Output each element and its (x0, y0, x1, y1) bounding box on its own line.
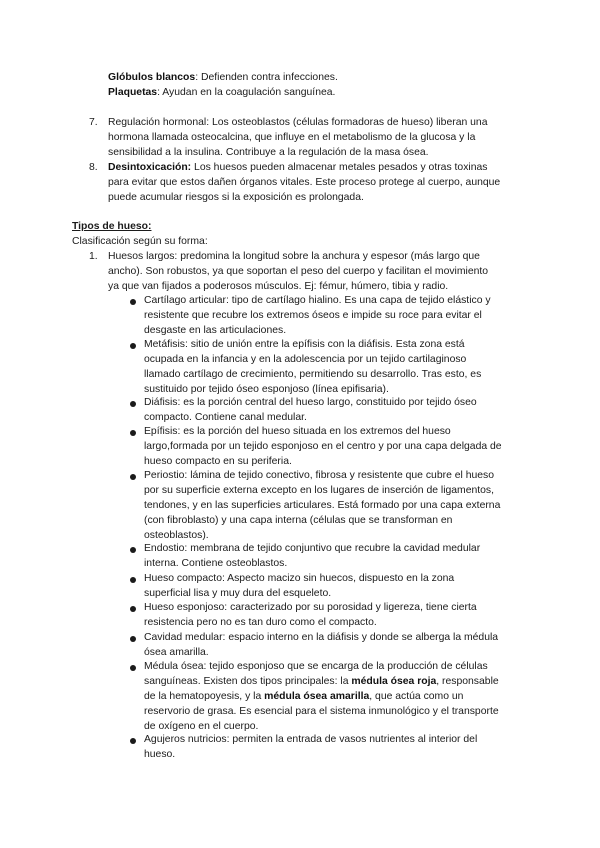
bullet-icon (130, 606, 136, 612)
bullet-icon (130, 636, 136, 642)
bullet-line: ósea amarilla. (144, 647, 209, 658)
blood-item-white-cells: Glóbulos blancos: Defienden contra infecciones. (108, 72, 338, 83)
bullet-icon (130, 577, 136, 583)
bullet-icon (130, 299, 136, 305)
bullet-line: largo,formada por un tejido esponjoso en el centro y por una capa delgada de (144, 441, 502, 452)
bullet-line: Diáfisis: es la porción central del hueso largo, constituido por tejido óseo (144, 397, 477, 408)
section-heading: Tipos de hueso: (72, 221, 152, 232)
list-number-8: 8. (89, 162, 98, 173)
bullet-line: de la hematopoyesis, y la médula ósea amarilla, que actúa como un (144, 691, 464, 702)
item-1-line: Huesos largos: predomina la longitud sobre la anchura y espesor (más largo que (108, 251, 480, 262)
bullet-icon (130, 738, 136, 744)
bullet-icon (130, 665, 136, 671)
bullet-line: hueso. (144, 749, 176, 760)
bullet-icon (130, 547, 136, 553)
section-subtitle: Clasificación según su forma: (72, 236, 208, 247)
bullet-line: por su superficie externa excepto en los lugares de inserción de ligamentos, (144, 485, 495, 496)
bullet-line: Cartílago articular: tipo de cartílago hialino. Es una capa de tejido elástico y (144, 295, 491, 306)
bullet-line: reservorio de grasa. Es esencial para el sistema inmunológico y el transporte (144, 706, 499, 717)
item-8-line: Desintoxicación: Los huesos pueden almacenar metales pesados y otras toxinas (108, 162, 488, 173)
bullet-line: ocupada en la infancia y en la adolescencia por un tejido cartilaginoso (144, 354, 467, 365)
bullet-line: Cavidad medular: espacio interno en la diáfisis y donde se alberga la médula (144, 632, 499, 643)
bullet-line: Hueso esponjoso: caracterizado por su porosidad y ligereza, tiene cierta (144, 602, 477, 613)
item-8-line: puede acumular riesgos si la exposición es prolongada. (108, 192, 364, 203)
bullet-line: Epífisis: es la porción del hueso situada en los extremos del hueso (144, 426, 451, 437)
item-7-line: Regulación hormonal: Los osteoblastos (células formadoras de hueso) liberan una (108, 117, 488, 128)
bullet-line: Hueso compacto: Aspecto macizo sin huecos, dispuesto en la zona (144, 573, 455, 584)
item-7-line: sensibilidad a la insulina. Contribuye a la regulación de la masa ósea. (108, 147, 429, 158)
bullet-line: llamado cartílago de crecimiento, permitiendo su desarrollo. Tras esto, es (144, 369, 482, 380)
blood-item-platelets: Plaquetas: Ayudan en la coagulación sanguínea. (108, 87, 336, 98)
item-7-line: hormona llamada osteocalcina, que influye en el metabolismo de la glucosa y la (108, 132, 476, 143)
bullet-line: resistencia pero no es tan duro como el compacto. (144, 617, 377, 628)
bullet-line: tendones, y en las superficies articulares. Está formado por una capa externa (144, 500, 501, 511)
bullet-line: interna. Contiene osteoblastos. (144, 558, 288, 569)
item-1-line: ya que van fijados a poderosos músculos. Ej: fémur, húmero, tibia y radio. (108, 281, 449, 292)
bullet-line: superficial lisa y muy dura del esqueleto. (144, 588, 332, 599)
bullet-line: (con fibroblasto) y una capa interna (células que se transforman en (144, 515, 453, 526)
bullet-line: desgaste en las articulaciones. (144, 325, 287, 336)
list-number-1: 1. (89, 251, 98, 262)
bullet-line: resistente que recubre los extremos óseos e impide su roce para evitar el (144, 310, 482, 321)
bullet-line: hueso compacto en su periferia. (144, 456, 292, 467)
bullet-icon (130, 343, 136, 349)
bullet-icon (130, 430, 136, 436)
bullet-line: Agujeros nutricios: permiten la entrada de vasos nutrientes al interior del (144, 734, 478, 745)
item-8-line: para evitar que estos dañen órganos vitales. Este proceso protege al cuerpo, aunque (108, 177, 501, 188)
item-1-line: ancho). Son robustos, ya que soportan el peso del cuerpo y facilitan el movimiento (108, 266, 489, 277)
bullet-line: Médula ósea: tejido esponjoso que se encarga de la producción de células (144, 661, 488, 672)
list-number-7: 7. (89, 117, 98, 128)
bullet-line: Periostio: lámina de tejido conectivo, fibrosa y resistente que cubre el hueso (144, 470, 495, 481)
bullet-line: osteoblastos). (144, 530, 209, 541)
bullet-line: compacto. Contiene canal medular. (144, 412, 307, 423)
bullet-icon (130, 474, 136, 480)
bullet-line: Endostio: membrana de tejido conjuntivo que recubre la cavidad medular (144, 543, 481, 554)
bullet-line: Metáfisis: sitio de unión entre la epífisis con la diáfisis. Esta zona está (144, 339, 465, 350)
bullet-icon (130, 401, 136, 407)
bullet-line: sustituido por tejido óseo esponjoso (línea epifisaria). (144, 384, 389, 395)
bullet-line: sanguíneas. Existen dos tipos principales: la médula ósea roja, responsable (144, 676, 499, 687)
bullet-line: de oxígeno en el cuerpo. (144, 721, 259, 732)
